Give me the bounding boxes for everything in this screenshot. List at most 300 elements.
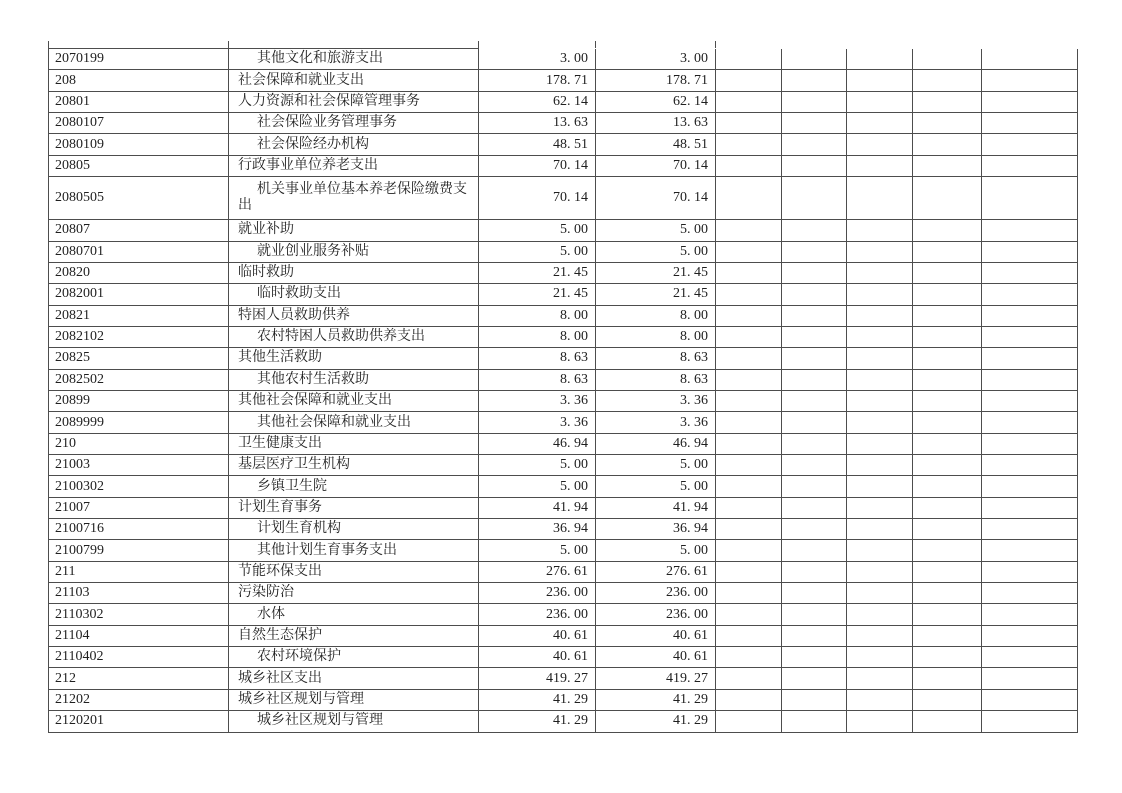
amount-cell: 5. 00	[596, 476, 716, 497]
amount-cell: 8. 00	[479, 326, 596, 347]
empty-cell	[716, 70, 782, 91]
item-name-cell: 机关事业单位基本养老保险缴费支出	[229, 177, 479, 220]
empty-cell	[782, 113, 847, 134]
empty-cell	[716, 113, 782, 134]
empty-cell	[782, 348, 847, 369]
empty-cell	[847, 625, 913, 646]
item-name-cell: 节能环保支出	[229, 561, 479, 582]
empty-cell	[782, 326, 847, 347]
amount-cell: 62. 14	[596, 91, 716, 112]
empty-cell	[782, 455, 847, 476]
item-name-cell: 临时救助支出	[229, 284, 479, 305]
item-name-cell: 社会保险业务管理事务	[229, 113, 479, 134]
empty-cell	[716, 519, 782, 540]
amount-cell: 40. 61	[479, 625, 596, 646]
empty-cell	[847, 134, 913, 155]
empty-cell	[847, 711, 913, 732]
function-code-cell: 20821	[49, 305, 229, 326]
empty-cell	[782, 262, 847, 283]
table-row	[49, 348, 1078, 369]
empty-cell	[982, 91, 1078, 112]
function-code-cell: 2080109	[49, 134, 229, 155]
function-code-cell: 2080701	[49, 241, 229, 262]
empty-cell	[913, 583, 982, 604]
empty-cell	[847, 220, 913, 241]
empty-cell	[982, 284, 1078, 305]
empty-cell	[716, 711, 782, 732]
empty-cell	[982, 348, 1078, 369]
table-row	[49, 49, 1078, 70]
empty-cell	[982, 476, 1078, 497]
item-name-cell: 特困人员救助供养	[229, 305, 479, 326]
function-code-cell: 20899	[49, 391, 229, 412]
border-stub	[596, 41, 716, 48]
empty-cell	[847, 155, 913, 176]
function-code-cell: 2100302	[49, 476, 229, 497]
item-name-cell: 社会保险经办机构	[229, 134, 479, 155]
empty-cell	[782, 91, 847, 112]
empty-cell	[982, 647, 1078, 668]
empty-cell	[913, 391, 982, 412]
empty-cell	[913, 647, 982, 668]
empty-cell	[847, 455, 913, 476]
empty-cell	[847, 497, 913, 518]
empty-cell	[982, 540, 1078, 561]
empty-cell	[913, 284, 982, 305]
border-stub	[49, 41, 229, 48]
item-name-cell: 水体	[229, 604, 479, 625]
amount-cell: 5. 00	[596, 241, 716, 262]
table-row	[49, 177, 1078, 220]
function-code-cell: 212	[49, 668, 229, 689]
item-name-cell: 社会保障和就业支出	[229, 70, 479, 91]
empty-cell	[847, 177, 913, 220]
table-row	[49, 262, 1078, 283]
empty-cell	[716, 412, 782, 433]
empty-cell	[716, 689, 782, 710]
amount-cell: 41. 29	[596, 689, 716, 710]
empty-cell	[782, 241, 847, 262]
empty-cell	[782, 70, 847, 91]
empty-cell	[913, 220, 982, 241]
empty-cell	[716, 668, 782, 689]
empty-cell	[716, 497, 782, 518]
amount-cell: 21. 45	[596, 262, 716, 283]
amount-cell: 5. 00	[479, 220, 596, 241]
empty-cell	[847, 561, 913, 582]
empty-cell	[982, 241, 1078, 262]
empty-cell	[716, 391, 782, 412]
empty-cell	[716, 625, 782, 646]
empty-cell	[982, 49, 1078, 70]
item-name-cell: 城乡社区规划与管理	[229, 689, 479, 710]
empty-cell	[716, 284, 782, 305]
budget-table-body	[49, 49, 1078, 733]
empty-cell	[913, 433, 982, 454]
amount-cell: 8. 00	[596, 326, 716, 347]
amount-cell: 8. 00	[479, 305, 596, 326]
amount-cell: 21. 45	[596, 284, 716, 305]
function-code-cell: 210	[49, 433, 229, 454]
empty-cell	[716, 455, 782, 476]
empty-cell	[847, 391, 913, 412]
item-name-cell: 城乡社区支出	[229, 668, 479, 689]
empty-cell	[982, 177, 1078, 220]
item-name-cell: 城乡社区规划与管理	[229, 711, 479, 732]
empty-cell	[782, 540, 847, 561]
empty-cell	[847, 49, 913, 70]
empty-cell	[982, 134, 1078, 155]
empty-cell	[716, 604, 782, 625]
empty-cell	[913, 455, 982, 476]
empty-cell	[716, 305, 782, 326]
amount-cell: 70. 14	[479, 177, 596, 220]
item-name-cell: 农村环境保护	[229, 647, 479, 668]
empty-cell	[716, 583, 782, 604]
amount-cell: 5. 00	[479, 455, 596, 476]
empty-cell	[913, 369, 982, 390]
empty-cell	[847, 113, 913, 134]
empty-cell	[847, 412, 913, 433]
empty-cell	[847, 284, 913, 305]
empty-cell	[913, 155, 982, 176]
function-code-cell: 2082001	[49, 284, 229, 305]
empty-cell	[716, 540, 782, 561]
amount-cell: 46. 94	[596, 433, 716, 454]
function-code-cell: 21202	[49, 689, 229, 710]
amount-cell: 70. 14	[596, 155, 716, 176]
item-name-cell: 行政事业单位养老支出	[229, 155, 479, 176]
empty-cell	[716, 326, 782, 347]
empty-cell	[782, 519, 847, 540]
empty-cell	[782, 49, 847, 70]
empty-cell	[847, 519, 913, 540]
function-code-cell: 21003	[49, 455, 229, 476]
function-code-cell: 2070199	[49, 49, 229, 70]
function-code-cell: 2110302	[49, 604, 229, 625]
item-name-cell: 其他社会保障和就业支出	[229, 412, 479, 433]
empty-cell	[782, 561, 847, 582]
item-name-cell: 污染防治	[229, 583, 479, 604]
amount-cell: 419. 27	[596, 668, 716, 689]
empty-cell	[847, 70, 913, 91]
empty-cell	[716, 155, 782, 176]
item-name-cell: 计划生育机构	[229, 519, 479, 540]
amount-cell: 236. 00	[479, 583, 596, 604]
function-code-cell: 2080505	[49, 177, 229, 220]
empty-cell	[982, 305, 1078, 326]
amount-cell: 48. 51	[479, 134, 596, 155]
amount-cell: 8. 63	[479, 369, 596, 390]
item-name-cell: 就业补助	[229, 220, 479, 241]
item-name-cell: 其他文化和旅游支出	[229, 49, 479, 70]
empty-cell	[716, 49, 782, 70]
amount-cell: 41. 29	[479, 689, 596, 710]
empty-cell	[782, 433, 847, 454]
empty-cell	[782, 220, 847, 241]
table-row	[49, 155, 1078, 176]
table-row	[49, 241, 1078, 262]
empty-cell	[847, 262, 913, 283]
amount-cell: 5. 00	[596, 220, 716, 241]
function-code-cell: 2100799	[49, 540, 229, 561]
amount-cell: 41. 94	[479, 497, 596, 518]
empty-cell	[716, 369, 782, 390]
table-row	[49, 284, 1078, 305]
table-row	[49, 476, 1078, 497]
amount-cell: 276. 61	[479, 561, 596, 582]
item-name-cell: 计划生育事务	[229, 497, 479, 518]
table-row	[49, 369, 1078, 390]
amount-cell: 178. 71	[596, 70, 716, 91]
empty-cell	[982, 689, 1078, 710]
function-code-cell: 2082502	[49, 369, 229, 390]
empty-cell	[913, 604, 982, 625]
function-code-cell: 21103	[49, 583, 229, 604]
function-code-cell: 2120201	[49, 711, 229, 732]
amount-cell: 62. 14	[479, 91, 596, 112]
amount-cell: 3. 36	[596, 412, 716, 433]
empty-cell	[913, 49, 982, 70]
empty-cell	[716, 348, 782, 369]
function-code-cell: 2082102	[49, 326, 229, 347]
empty-cell	[913, 625, 982, 646]
empty-cell	[913, 348, 982, 369]
empty-cell	[716, 241, 782, 262]
table-row	[49, 326, 1078, 347]
empty-cell	[913, 70, 982, 91]
empty-cell	[982, 391, 1078, 412]
empty-cell	[716, 91, 782, 112]
table-row	[49, 519, 1078, 540]
amount-cell: 5. 00	[596, 455, 716, 476]
empty-cell	[847, 433, 913, 454]
empty-cell	[982, 455, 1078, 476]
empty-cell	[716, 262, 782, 283]
table-row	[49, 625, 1078, 646]
empty-cell	[982, 433, 1078, 454]
amount-cell: 236. 00	[596, 583, 716, 604]
empty-cell	[847, 348, 913, 369]
amount-cell: 70. 14	[596, 177, 716, 220]
empty-cell	[982, 604, 1078, 625]
amount-cell: 3. 36	[596, 391, 716, 412]
border-stub	[229, 41, 479, 48]
empty-cell	[913, 134, 982, 155]
function-code-cell: 2100716	[49, 519, 229, 540]
empty-cell	[847, 305, 913, 326]
amount-cell: 21. 45	[479, 262, 596, 283]
empty-cell	[782, 284, 847, 305]
empty-cell	[913, 476, 982, 497]
empty-cell	[782, 689, 847, 710]
empty-cell	[982, 369, 1078, 390]
item-name-cell: 基层医疗卫生机构	[229, 455, 479, 476]
amount-cell: 41. 29	[596, 711, 716, 732]
item-name-cell: 其他计划生育事务支出	[229, 540, 479, 561]
empty-cell	[982, 70, 1078, 91]
empty-cell	[913, 561, 982, 582]
empty-cell	[782, 476, 847, 497]
amount-cell: 276. 61	[596, 561, 716, 582]
item-name-cell: 就业创业服务补贴	[229, 241, 479, 262]
empty-cell	[913, 497, 982, 518]
amount-cell: 419. 27	[479, 668, 596, 689]
amount-cell: 3. 00	[596, 49, 716, 70]
table-row	[49, 604, 1078, 625]
empty-cell	[913, 711, 982, 732]
function-code-cell: 21104	[49, 625, 229, 646]
empty-cell	[847, 689, 913, 710]
amount-cell: 40. 61	[596, 625, 716, 646]
empty-cell	[982, 583, 1078, 604]
table-row	[49, 583, 1078, 604]
empty-cell	[847, 326, 913, 347]
empty-cell	[782, 647, 847, 668]
amount-cell: 5. 00	[479, 540, 596, 561]
empty-cell	[913, 113, 982, 134]
amount-cell: 8. 63	[596, 348, 716, 369]
table-row	[49, 668, 1078, 689]
amount-cell: 3. 00	[479, 49, 596, 70]
table-row	[49, 391, 1078, 412]
item-name-cell: 其他生活救助	[229, 348, 479, 369]
item-name-cell: 农村特困人员救助供养支出	[229, 326, 479, 347]
empty-cell	[913, 177, 982, 220]
empty-cell	[913, 262, 982, 283]
budget-expenditure-table	[48, 48, 1078, 733]
empty-cell	[716, 476, 782, 497]
item-name-cell: 其他社会保障和就业支出	[229, 391, 479, 412]
amount-cell: 236. 00	[596, 604, 716, 625]
table-row	[49, 134, 1078, 155]
amount-cell: 40. 61	[596, 647, 716, 668]
empty-cell	[913, 668, 982, 689]
function-code-cell: 21007	[49, 497, 229, 518]
amount-cell: 178. 71	[479, 70, 596, 91]
empty-cell	[782, 305, 847, 326]
empty-cell	[913, 91, 982, 112]
function-code-cell: 20801	[49, 91, 229, 112]
empty-cell	[847, 369, 913, 390]
empty-cell	[847, 540, 913, 561]
empty-cell	[782, 497, 847, 518]
amount-cell: 8. 63	[479, 348, 596, 369]
empty-cell	[982, 412, 1078, 433]
table-row	[49, 497, 1078, 518]
amount-cell: 5. 00	[479, 241, 596, 262]
empty-cell	[716, 647, 782, 668]
empty-cell	[982, 262, 1078, 283]
amount-cell: 3. 36	[479, 391, 596, 412]
empty-cell	[982, 561, 1078, 582]
amount-cell: 41. 94	[596, 497, 716, 518]
amount-cell: 70. 14	[479, 155, 596, 176]
function-code-cell: 20807	[49, 220, 229, 241]
empty-cell	[913, 241, 982, 262]
empty-cell	[782, 391, 847, 412]
empty-cell	[982, 220, 1078, 241]
table-row	[49, 113, 1078, 134]
empty-cell	[782, 134, 847, 155]
empty-cell	[847, 604, 913, 625]
function-code-cell: 208	[49, 70, 229, 91]
border-stub	[479, 41, 596, 48]
amount-cell: 5. 00	[479, 476, 596, 497]
empty-cell	[716, 220, 782, 241]
amount-cell: 13. 63	[596, 113, 716, 134]
item-name-cell: 卫生健康支出	[229, 433, 479, 454]
item-name-cell: 人力资源和社会保障管理事务	[229, 91, 479, 112]
empty-cell	[716, 433, 782, 454]
amount-cell: 41. 29	[479, 711, 596, 732]
empty-cell	[982, 711, 1078, 732]
amount-cell: 8. 63	[596, 369, 716, 390]
table-row	[49, 540, 1078, 561]
function-code-cell: 2089999	[49, 412, 229, 433]
function-code-cell: 2080107	[49, 113, 229, 134]
table-row	[49, 689, 1078, 710]
amount-cell: 36. 94	[596, 519, 716, 540]
table-row	[49, 70, 1078, 91]
empty-cell	[913, 305, 982, 326]
empty-cell	[782, 177, 847, 220]
empty-cell	[847, 241, 913, 262]
amount-cell: 46. 94	[479, 433, 596, 454]
amount-cell: 40. 61	[479, 647, 596, 668]
empty-cell	[716, 561, 782, 582]
table-row	[49, 711, 1078, 732]
empty-cell	[982, 113, 1078, 134]
empty-cell	[782, 369, 847, 390]
empty-cell	[982, 155, 1078, 176]
empty-cell	[847, 668, 913, 689]
amount-cell: 3. 36	[479, 412, 596, 433]
table-row	[49, 455, 1078, 476]
table-row	[49, 412, 1078, 433]
empty-cell	[782, 583, 847, 604]
empty-cell	[782, 155, 847, 176]
function-code-cell: 2110402	[49, 647, 229, 668]
empty-cell	[982, 519, 1078, 540]
empty-cell	[913, 689, 982, 710]
empty-cell	[982, 497, 1078, 518]
empty-cell	[913, 540, 982, 561]
amount-cell: 5. 00	[596, 540, 716, 561]
amount-cell: 36. 94	[479, 519, 596, 540]
empty-cell	[782, 711, 847, 732]
item-name-cell: 乡镇卫生院	[229, 476, 479, 497]
amount-cell: 13. 63	[479, 113, 596, 134]
empty-cell	[913, 519, 982, 540]
empty-cell	[913, 326, 982, 347]
empty-cell	[847, 647, 913, 668]
empty-cell	[982, 625, 1078, 646]
function-code-cell: 20825	[49, 348, 229, 369]
amount-cell: 236. 00	[479, 604, 596, 625]
table-row	[49, 305, 1078, 326]
table-row	[49, 433, 1078, 454]
empty-cell	[913, 412, 982, 433]
amount-cell: 21. 45	[479, 284, 596, 305]
empty-cell	[847, 583, 913, 604]
item-name-cell: 临时救助	[229, 262, 479, 283]
empty-cell	[782, 604, 847, 625]
amount-cell: 8. 00	[596, 305, 716, 326]
empty-cell	[782, 625, 847, 646]
function-code-cell: 211	[49, 561, 229, 582]
empty-cell	[847, 476, 913, 497]
